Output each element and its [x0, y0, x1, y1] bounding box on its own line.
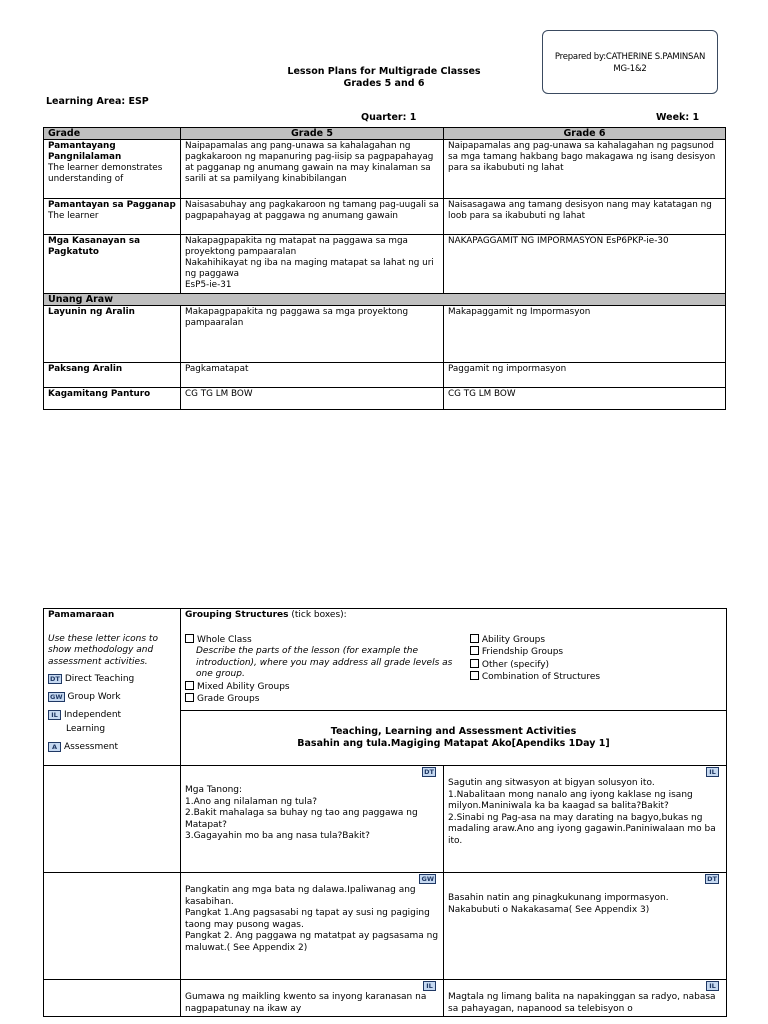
- grade6-cell: NAKAPAGGAMIT NG IMPORMASYON EsP6PKP-ie-30: [444, 235, 726, 294]
- table-header-row: [44, 128, 726, 140]
- week-label: Week: 1: [656, 112, 700, 123]
- direct-teaching-icon: DT: [424, 768, 434, 776]
- row-label: [44, 235, 181, 294]
- grade6-cell: CG TG LM BOW: [444, 388, 726, 410]
- legend-label: Independent: [64, 710, 122, 720]
- prepared-by-name: Prepared by:CATHERINE S.PAMINSAN: [554, 52, 706, 62]
- table-row: [44, 306, 726, 363]
- grouping-note: (tick boxes):: [288, 610, 347, 620]
- grade5-cell: Pagkamatapat: [181, 363, 444, 388]
- activity-line: Pangkatin ang mga bata ng dalawa.Ipaliwanag ang kasabihan.: [185, 885, 416, 907]
- checkbox-other[interactable]: [470, 659, 650, 672]
- grade5-activity: [181, 873, 444, 980]
- grade6-activity: [444, 873, 727, 980]
- checkbox-combination[interactable]: [470, 671, 650, 684]
- pamamaraan-title: Pamamaraan: [48, 610, 115, 620]
- table-row: [44, 609, 727, 711]
- checkbox-label: Mixed Ability Groups: [197, 681, 290, 692]
- prepared-by-code: MG-1&2: [613, 64, 647, 74]
- day-band: Unang Araw: [44, 294, 726, 306]
- grade5-cell: Naipapamalas ang pang-unawa sa kahalagahan ng pagkakaroon ng mapanuring pag-iisip sa pagpapahayag at pagganap ng anumang gawain na may kinalaman sa sarili at sa pamilyang kinabibilangan: [181, 140, 444, 199]
- row-label: Layunin ng Aralin: [44, 306, 181, 363]
- empty-cell: [44, 873, 181, 980]
- group-work-icon: GW: [50, 692, 63, 701]
- grade6-cell: Naipapamalas ang pag-unawa sa kahalagahan ng pagsunod sa mga tamang hakbang bago makagawa ng isang desisyon para sa ikabubuti ng lahat: [444, 140, 726, 199]
- table-row: [44, 980, 727, 1017]
- whole-class-description: Describe the parts of the lesson (for example the introduction), where you may address all grade levels as one group.: [196, 646, 453, 679]
- activity-line: Gumawa ng maikling kwento sa inyong karanasan na nagpapatunay na ikaw ay: [185, 992, 427, 1014]
- checkbox-icon[interactable]: [470, 646, 479, 655]
- checkbox-friendship-groups[interactable]: [470, 646, 650, 659]
- legend-item: [48, 708, 176, 722]
- row-label-title: Pamantayan sa Pagganap: [48, 200, 176, 210]
- row-label-sub: The learner demonstrates understanding of: [48, 163, 163, 184]
- grade6-activity: [444, 980, 727, 1017]
- checkbox-label: Whole Class: [197, 634, 252, 645]
- grade6-cell: Paggamit ng impormasyon: [444, 363, 726, 388]
- grouping-title: Grouping Structures: [185, 610, 289, 620]
- pamamaraan-cell: [44, 609, 181, 766]
- direct-teaching-icon: DT: [707, 875, 717, 883]
- table-row: [44, 873, 727, 980]
- row-label: [44, 140, 181, 199]
- activity-line: Mga Tanong:: [185, 785, 243, 795]
- table-row: [44, 388, 726, 410]
- quarter-label: Quarter: 1: [361, 112, 417, 123]
- checkbox-mixed-ability[interactable]: [185, 681, 465, 694]
- header-grade-5: Grade 5: [181, 128, 444, 140]
- activity-line: Basahin natin ang pinagkukunang impormasyon.: [448, 893, 669, 903]
- learning-area: Learning Area: ESP: [46, 96, 149, 107]
- legend-item: [48, 690, 176, 704]
- checkbox-icon[interactable]: [185, 681, 194, 690]
- row-label: [44, 199, 181, 235]
- independent-learning-icon: IL: [423, 981, 436, 991]
- grade6-cell: Naisasagawa ang tamang desisyon nang may katatagan ng loob para sa ikabubuti ng lahat: [444, 199, 726, 235]
- checkbox-ability-groups[interactable]: [470, 634, 650, 647]
- checkbox-label: Grade Groups: [197, 694, 260, 704]
- direct-teaching-icon: DT: [50, 674, 60, 683]
- checkbox-label: Combination of Structures: [481, 672, 601, 682]
- legend-item: [48, 672, 176, 686]
- activity-line: 2.Bakit mahalaga sa buhay ng tao ang paggawa ng: [185, 808, 418, 818]
- table-row: [44, 766, 727, 873]
- grade5-cell: CG TG LM BOW: [181, 388, 444, 410]
- grade5-activity: [181, 980, 444, 1017]
- activity-line: Pangkat 1.Ang pagsasabi ng tapat ay susi ng pagiging taong may pusong wagas.: [185, 908, 430, 930]
- legend-label: Direct Teaching: [64, 674, 135, 684]
- header-grade: Grade: [44, 128, 181, 140]
- checkbox-icon[interactable]: [470, 671, 479, 680]
- row-label-title: Pamantayang Pangnilalaman: [48, 141, 122, 162]
- checkbox-whole-class[interactable]: [185, 634, 465, 647]
- grade6-activity: [444, 766, 727, 873]
- checkbox-label: Friendship Groups: [481, 647, 564, 657]
- grade5-activity: [181, 766, 444, 873]
- checkbox-grade-groups[interactable]: [185, 693, 465, 706]
- table-row: [44, 140, 726, 199]
- row-label-title: Mga Kasanayan sa Pagkatuto: [48, 236, 141, 257]
- activity-line: Pangkat 2. Ang paggawa ng matatpat ay pagsasama ng maluwat.( See Appendix 2): [185, 931, 439, 953]
- legend-item: [48, 740, 176, 754]
- empty-cell: [44, 980, 181, 1017]
- procedure-table: [43, 608, 727, 1017]
- checkbox-icon[interactable]: [470, 659, 479, 668]
- row-label: Paksang Aralin: [44, 363, 181, 388]
- activity-line: Sagutin ang sitwasyon at bigyan solusyon ito.: [448, 778, 655, 788]
- activity-line: 3.Gagayahin mo ba ang nasa tula?Bakit?: [185, 831, 370, 841]
- row-label: Kagamitang Panturo: [44, 388, 181, 410]
- document-subtitle: Grades 5 and 6: [343, 78, 425, 89]
- activity-line: Magtala ng limang balita na napakinggan sa radyo, nabasa sa pahayagan, napanood sa telebisyon o: [448, 992, 716, 1014]
- empty-cell: [44, 766, 181, 873]
- independent-learning-icon: IL: [706, 981, 719, 991]
- activity-line: 2.Sinabi ng Pag-asa na may darating na bagyo,bukas ng madaling araw.Ano ang iyong gagawin.Paniniwalaan mo ba ito.: [448, 812, 716, 846]
- checkbox-icon[interactable]: [470, 634, 479, 643]
- legend-label-cont: Learning: [66, 724, 106, 734]
- assessment-icon: A: [48, 742, 61, 752]
- grade6-cell: Makapaggamit ng Impormasyon: [444, 306, 726, 363]
- tla-subtitle: Basahin ang tula.Magiging Matapat Ako[Apendiks 1Day 1]: [297, 738, 610, 749]
- document-title: Lesson Plans for Multigrade Classes: [287, 66, 481, 77]
- grade5-cell: [181, 235, 444, 294]
- activity-line: 1.Nabalitaan mong nanalo ang iyong kaklase ng isang milyon.Maniniwala ka ba kaagad sa balita?Bakit?: [448, 789, 693, 811]
- table-row: [44, 199, 726, 235]
- tla-heading-cell: [181, 711, 727, 766]
- competency-code: EsP5-ie-31: [185, 280, 232, 290]
- grade5-cell: Naisasabuhay ang pagkakaroon ng tamang pag-uugali sa pagpapahayag at paggawa ng anumang gawain: [181, 199, 444, 235]
- table-row: [44, 235, 726, 294]
- grouping-structures-cell: [181, 609, 727, 711]
- competency-line: Nakahihikayat ng iba na maging matapat sa lahat ng uri ng paggawa: [185, 258, 434, 279]
- grade5-cell: Makapagpapakita ng paggawa sa mga proyektong pampaaralan: [181, 306, 444, 363]
- activity-line: Nakabubuti o Nakakasama( See Appendix 3): [448, 904, 650, 915]
- row-label-sub: The learner: [48, 211, 99, 221]
- legend-label: Assessment: [64, 742, 118, 752]
- checkbox-label: Other (specify): [481, 659, 550, 670]
- competency-line: Nakapagpapakita ng matapat na paggawa sa mga proyektong pampaaralan: [185, 236, 408, 257]
- group-work-icon: GW: [421, 875, 434, 883]
- day-band-row: [44, 294, 726, 306]
- header-grade-6: Grade 6: [444, 128, 726, 140]
- lesson-plan-table: [43, 127, 726, 410]
- legend-intro: Use these letter icons to show methodology and assessment activities.: [48, 633, 158, 667]
- legend: [48, 672, 176, 754]
- checkbox-label: Ability Groups: [481, 634, 546, 645]
- activity-line: Matapat?: [185, 819, 227, 830]
- table-row: [44, 363, 726, 388]
- activity-line: 1.Ano ang nilalaman ng tula?: [185, 796, 317, 807]
- independent-learning-icon: IL: [706, 767, 719, 777]
- independent-learning-icon: IL: [48, 710, 61, 720]
- checkbox-icon[interactable]: [185, 693, 194, 702]
- legend-label: Group Work: [67, 692, 121, 702]
- tla-title: Teaching, Learning and Assessment Activities: [330, 726, 577, 737]
- checkbox-icon[interactable]: [185, 634, 194, 643]
